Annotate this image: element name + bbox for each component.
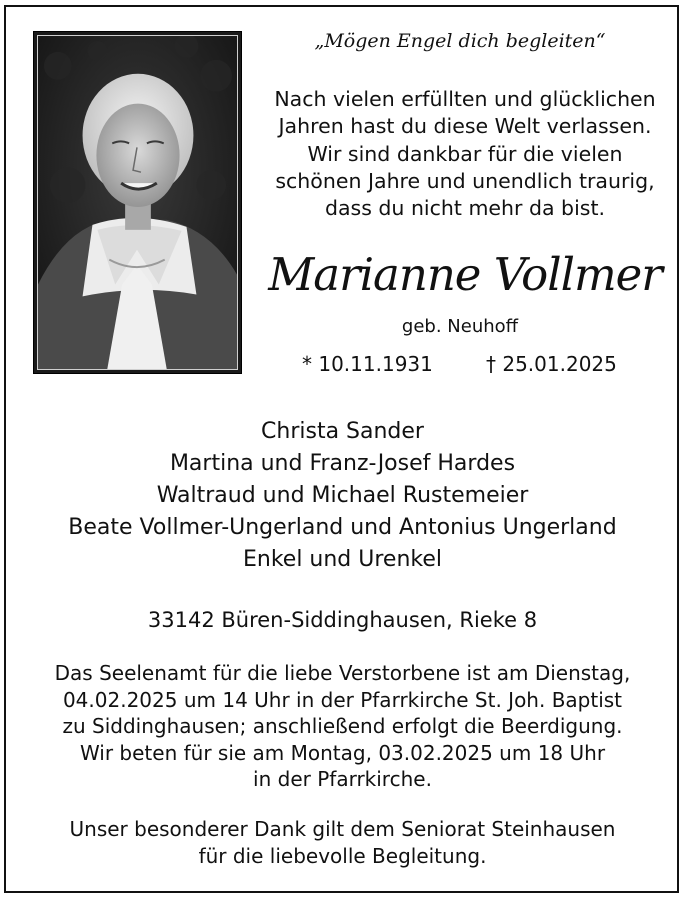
thanks-line: Unser besonderer Dank gilt dem Seniorat Steinhausen [69,817,616,841]
mourner: Enkel und Urenkel [242,547,443,572]
service-line: 04.02.2025 um 14 Uhr in der Pfarrkirche St. Joh. Baptist [62,687,623,712]
portrait-illustration [38,36,237,369]
motto: „Mögen Engel dich begleiten“ [314,30,606,52]
address: 33142 Büren-Siddinghausen, Rieke 8 [147,608,538,632]
portrait-photo [33,31,242,374]
mourner: Waltraud und Michael Rustemeier [156,483,529,508]
poem-line: dass du nicht mehr da bist. [324,196,606,221]
mourners-list [0,416,685,576]
mourner: Christa Sander [261,419,424,444]
mourner: Martina und Franz-Josef Hardes [169,451,516,476]
thanks-line: für die liebevolle Begleitung. [198,843,487,868]
deceased-name: Marianne Vollmer [268,248,662,301]
poem-line: Wir sind dankbar für die vielen [307,141,623,166]
poem [255,86,675,222]
birth-name: geb. Neuhoff [401,316,519,337]
poem-line: Jahren hast du diese Welt verlassen. [278,114,652,139]
service-line: Das Seelenamt für die liebe Verstorbene ist am Dienstag, [54,661,631,685]
poem-line: Nach vielen erfüllten und glücklichen [274,87,656,111]
portrait-photo-inner [37,35,238,370]
service-line: zu Siddinghausen; anschließend erfolgt die Beerdigung. [62,714,623,738]
poem-line: schönen Jahre und unendlich traurig, [275,168,655,193]
thanks-note [0,816,685,869]
service-info [0,660,685,793]
service-line: Wir beten für sie am Montag, 03.02.2025 um 18 Uhr [79,740,606,765]
death-date: † 25.01.2025 [486,352,617,376]
service-line: in der Pfarrkirche. [253,767,432,791]
mourner: Beate Vollmer-Ungerland und Antonius Ungerland [68,515,617,540]
birth-date: * 10.11.1931 [302,352,433,376]
